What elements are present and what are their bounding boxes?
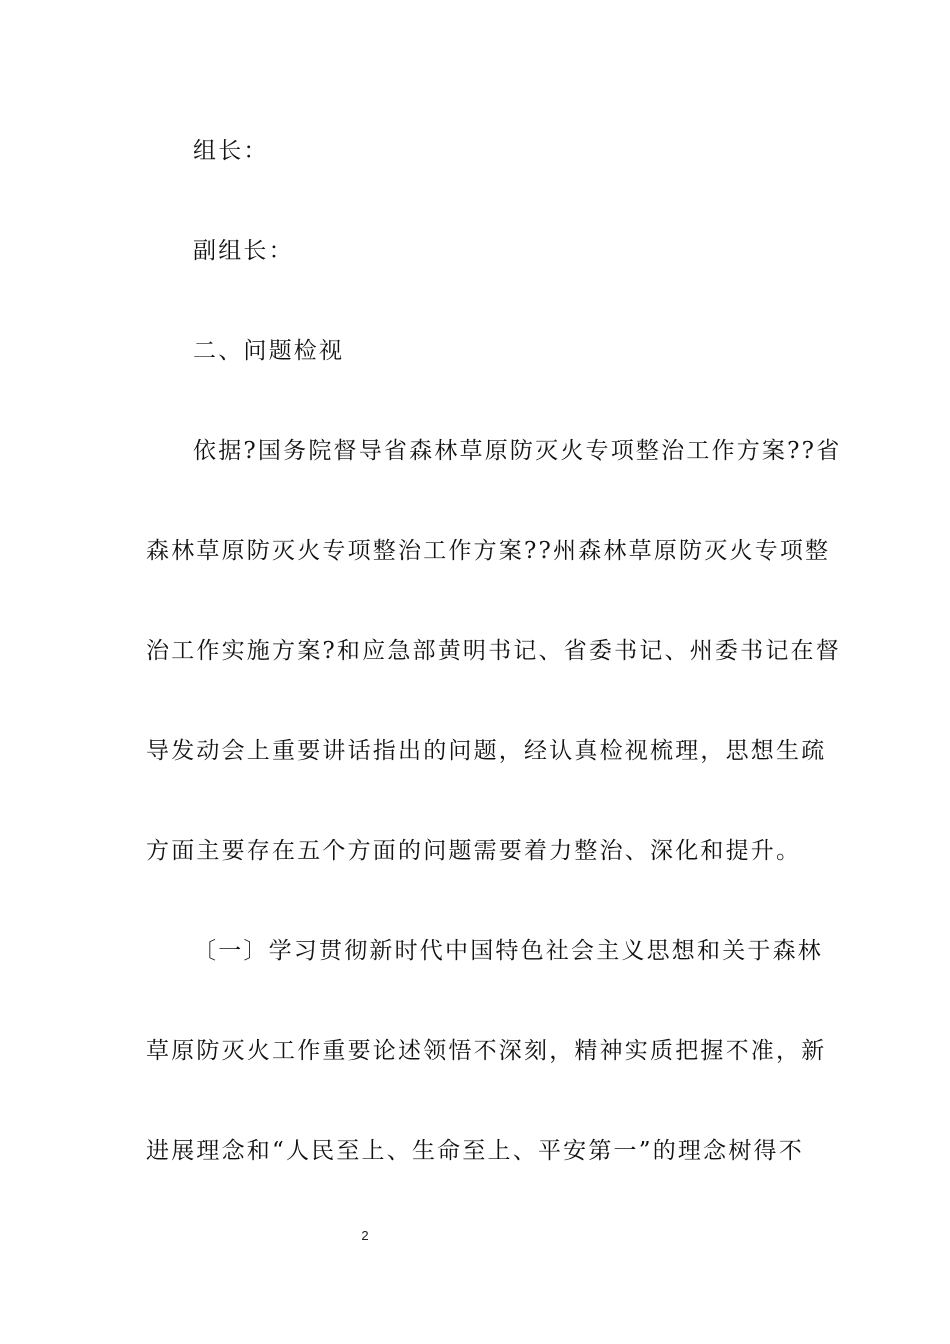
text-line-group-leader: 组长： <box>193 138 269 164</box>
paragraph-line: 治工作实施方案?和应急部黄明书记、省委书记、州委书记在督 <box>146 638 841 664</box>
subsection-line: 〔一〕学习贯彻新时代中国特色社会主义思想和关于森林 <box>193 938 823 964</box>
paragraph-line: 草原防灭火工作重要论述领悟不深刻，精神实质把握不准，新 <box>146 1038 827 1064</box>
paragraph-line: 进展理念和“人民至上、生命至上、平安第一”的理念树得不 <box>146 1138 804 1164</box>
text-line-deputy-group-leader: 副组长： <box>193 238 294 264</box>
paragraph-line: 依据?国务院督导省森林草原防灭火专项整治工作方案??省 <box>193 438 842 464</box>
paragraph-line: 森林草原防灭火专项整治工作方案??州森林草原防灭火专项整 <box>146 538 831 564</box>
paragraph-line: 方面主要存在五个方面的问题需要着力整治、深化和提升。 <box>146 838 802 864</box>
paragraph-line: 导发动会上重要讲话指出的问题，经认真检视梳理，思想生疏 <box>146 738 827 764</box>
section-heading: 二、问题检视 <box>193 338 345 364</box>
page-number: 2 <box>361 1228 369 1243</box>
